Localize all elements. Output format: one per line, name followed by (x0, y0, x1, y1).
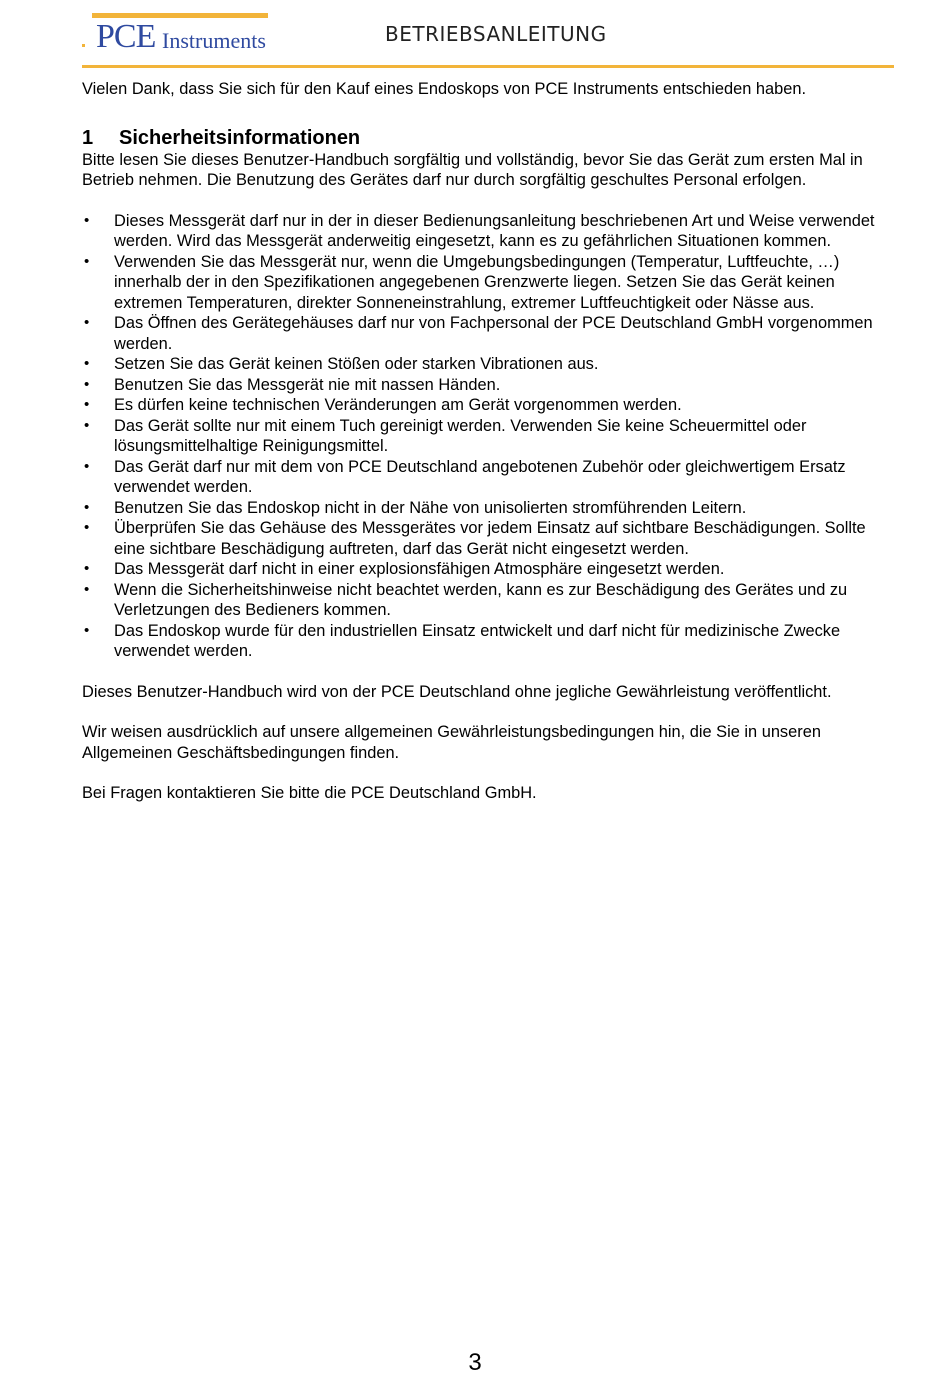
section-number: 1 (82, 126, 94, 149)
section-lead-paragraph: Bitte lesen Sie dieses Benutzer-Handbuch sorgfältig und vollständig, bevor Sie das Gerät zum ersten Mal in Betrieb nehmen. Die Benutzung des Gerätes darf nur durch sorgfältig geschultes Personal erfolgen. (82, 150, 863, 189)
document-title: BETRIEBSANLEITUNG (385, 22, 607, 46)
list-item: • Überprüfen Sie das Gehäuse des Messgerätes vor jedem Einsatz auf sichtbare Beschädigungen. Sollte eine sichtbare Beschädigung auftreten, darf das Gerät nicht eingesetzt werden. (82, 518, 897, 559)
page-content (82, 79, 897, 804)
logo-instruments-text: Instruments (162, 28, 266, 53)
list-item: • Das Gerät darf nur mit dem von PCE Deutschland angebotenen Zubehör oder gleichwertigem Ersatz verwendet werden. (82, 457, 897, 498)
list-item: • Setzen Sie das Gerät keinen Stößen oder starken Vibrationen aus. (82, 354, 897, 375)
list-item: • Benutzen Sie das Messgerät nie mit nassen Händen. (82, 375, 897, 396)
list-item: • Das Endoskop wurde für den industriellen Einsatz entwickelt und darf nicht für medizinische Zwecke verwendet werden. (82, 621, 897, 662)
page-number: 3 (468, 1349, 482, 1376)
list-item: • Dieses Messgerät darf nur in der in dieser Bedienungsanleitung beschriebenen Art und Weise verwendet werden. Wird das Messgerät anderweitig eingesetzt, kann es zu gefährlichen Situationen kommen. (82, 211, 897, 252)
contact-paragraph: Bei Fragen kontaktieren Sie bitte die PCE Deutschland GmbH. (82, 784, 537, 802)
logo-pce-text: PCE (96, 18, 156, 55)
section-title: Sicherheitsinformationen (119, 126, 361, 149)
list-item: • Das Gerät sollte nur mit einem Tuch gereinigt werden. Verwenden Sie keine Scheuermittel oder lösungsmittelhaltige Reinigungsmittel. (82, 416, 897, 457)
list-item: • Das Öffnen des Gerätegehäuses darf nur von Fachpersonal der PCE Deutschland GmbH vorgenommen werden. (82, 313, 897, 354)
section-heading (82, 126, 897, 150)
pce-instruments-logo (92, 13, 268, 53)
warranty-paragraph: Wir weisen ausdrücklich auf unsere allgemeinen Gewährleistungsbedingungen hin, die Sie in unseren Allgemeinen Geschäftsbedingungen finden. (82, 723, 821, 762)
list-item: • Verwenden Sie das Messgerät nur, wenn die Umgebungsbedingungen (Temperatur, Luftfeuchte, …) innerhalb der in den Spezifikationen angegebenen Grenzwerte liegen. Setzen Sie das Gerät keinen extremen Temperaturen, direkter Sonneneinstrahlung, extremer Luftfeuchtigkeit oder Nässe aus. (82, 252, 897, 314)
intro-paragraph: Vielen Dank, dass Sie sich für den Kauf eines Endoskops von PCE Instruments entschieden haben. (82, 80, 807, 98)
disclaimer-paragraph: Dieses Benutzer-Handbuch wird von der PCE Deutschland ohne jegliche Gewährleistung veröffentlicht. (82, 682, 832, 701)
logo-dot (82, 44, 85, 47)
list-item: • Es dürfen keine technischen Veränderungen am Gerät vorgenommen werden. (82, 395, 897, 416)
list-item: • Das Messgerät darf nicht in einer explosionsfähigen Atmosphäre eingesetzt werden. (82, 559, 897, 580)
list-item: • Wenn die Sicherheitshinweise nicht beachtet werden, kann es zur Beschädigung des Gerätes und zu Verletzungen des Bedieners kommen. (82, 580, 897, 621)
page-header (0, 0, 950, 75)
list-item: • Benutzen Sie das Endoskop nicht in der Nähe von unisolierten stromführenden Leitern. (82, 498, 897, 519)
safety-list (82, 211, 897, 662)
header-rule (82, 65, 894, 68)
